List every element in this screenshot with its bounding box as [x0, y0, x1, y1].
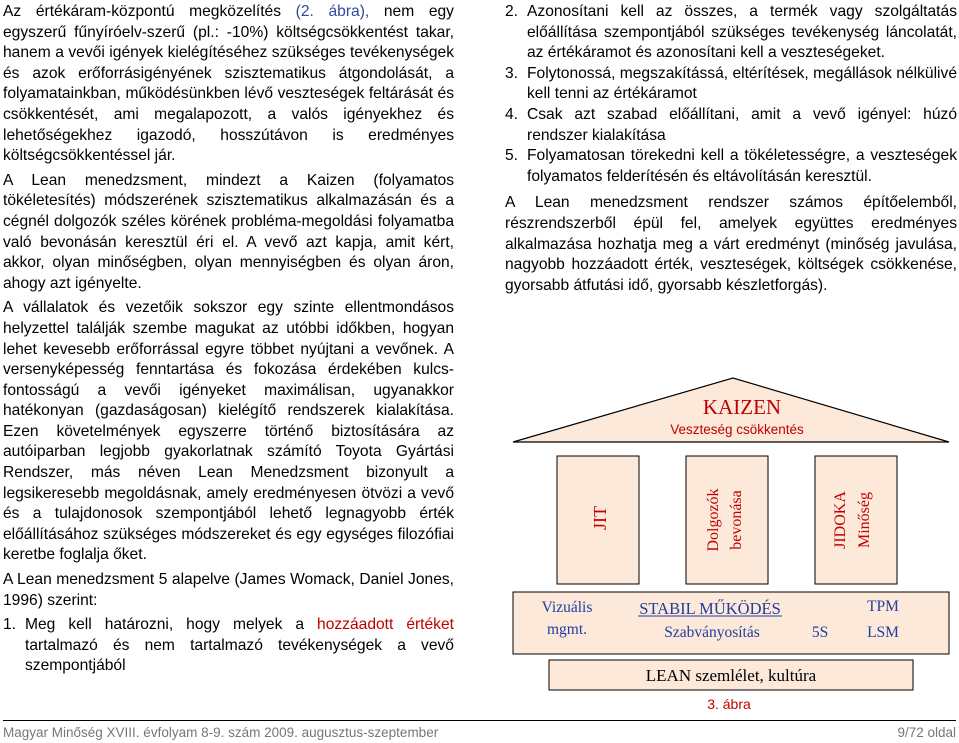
base-stable-operation: STABIL MŰKÖDÉS	[639, 599, 781, 618]
highlighted-text: hozzáadott értéket	[317, 616, 454, 634]
foundation-label: LEAN szemlélet, kultúra	[645, 666, 817, 685]
list-text	[25, 615, 454, 677]
figure-reference-link[interactable]: (2. ábra),	[295, 3, 370, 20]
paragraph-value-stream	[3, 2, 454, 167]
lean-house-figure	[505, 376, 957, 716]
text-run: tartalmazó és nem tartalmazó tevékenységek a vevő szempontjából	[25, 636, 454, 675]
pillar-jidoka-label-1: JIDOKA	[832, 491, 849, 549]
list-number: 4.	[505, 105, 519, 123]
paragraph-companies: A vállalatok és vezetőik sokszor egy szinte ellentmondásos helyzettel találják szembe magukat az utóbbi időkben, hogyan lehet kevesebb erőforrással egyre többet nyújtani a vevőnek. A versenyképesség fenntartása és fokozása érdekében kulcs-fontosságú a vevői igényeket maximálisan, ugyanakkor hatékonyan (gazdaságosan) kielégítő rendszerek kialakítása. Ezen követelmények egyszerre történő biztosítására az autóiparban legjobb gyakorlatnak számító Toyota Gyártási Rendszer, más néven Lean Menedzsment bizonyult a legsikeresebb megoldásnak, amely eredményesen ötvözi a vevő és a tulajdonosok szempontjából lehető legnagyobb érték előállításához szükséges módszereket és egy egységes filozófiai keretbe foglalja őket.	[3, 299, 454, 564]
base-lsm: LSM	[867, 624, 899, 641]
pillar-employees-label-1: Dolgozók	[705, 488, 722, 552]
list-item	[505, 105, 957, 146]
pillar-employees-label-2: bevonása	[728, 490, 745, 550]
left-column	[3, 2, 454, 677]
list-number: 1.	[3, 616, 17, 634]
list-item	[505, 2, 957, 64]
list-text: Folytonossá, megszakítássá, eltérítések, megállások nélkülivé kell tenni az értékáramot	[527, 64, 957, 103]
pillar-jidoka-label-2: Minőség	[856, 492, 873, 548]
list-text: Csak azt szabad előállítani, amit a vevő igényel: húzó rendszer kialakítása	[527, 105, 957, 144]
footer-publication: Magyar Minőség XVIII. évfolyam 8-9. szám 2009. augusztus-szeptember	[3, 725, 439, 740]
paragraph-lean-kaizen: A Lean menedzsment, mindezt a Kaizen (folyamatos tökéletesítés) módszerének szisztematikus alkalmazásán és a cégnél dolgozók széles körének probléma-megoldási folyamatba való bevonásán keresztül éri el. A vevő azt kapja, amit kért, akkor, olyan minőségben, olyan mennyiségben és olyan áron, ahogy azt igényelte.	[3, 171, 454, 292]
page-footer	[3, 720, 956, 743]
roof-subtitle: Veszteség csökkentés	[670, 422, 804, 437]
figure-caption: 3. ábra	[707, 696, 751, 712]
base-visual-mgmt-1: Vizuális	[541, 599, 593, 616]
list-text: Azonosítani kell az összes, a termék vagy szolgáltatás előállítása szempontjából szükséges tevékenység láncolatát, az értékáramot és azonosítani kell a veszteségeket.	[527, 3, 957, 62]
text-run: nem egy egyszerű fűnyíróelv-szerű (pl.: -10%) költségcsökkentést takar, hanem a vevői igények kielégítéséhez szükséges tevékenységek és azok erőforrásigényének szisztematikus átgondolását, a folyamatainkban, működésünkben lévő veszteségek feltárását és csökkentését, ami megalapozott, a valós igényekhez és lehetőségekhez igazodó, hosszútávon is eredményes költségcsökkentéssel jár.	[3, 3, 454, 165]
list-item	[505, 146, 957, 187]
roof-title: KAIZEN	[702, 395, 782, 419]
lean-house-diagram	[505, 376, 957, 716]
text-run: Meg kell határozni, hogy melyek a	[25, 616, 318, 634]
list-number: 2.	[505, 3, 519, 20]
principles-list	[505, 2, 957, 187]
footer-page-number: 9/72 oldal	[897, 725, 956, 740]
text-run: Az értékáram-központú megközelítés	[3, 3, 296, 20]
paragraph-principles-intro: A Lean menedzsment 5 alapelve (James Womack, Daniel Jones, 1996) szerint:	[3, 571, 454, 609]
base-5s: 5S	[811, 624, 829, 641]
list-item	[505, 64, 957, 105]
paragraph-building-blocks: A Lean menedzsment rendszer számos építőelemből, részrendszerből épül fel, amelyek együttes eredményes alkalmazása hozhatja meg a várt eredményt (minőség javulása, nagyobb hozzáadott érték, veszteségek, költségek csökkenése, gyorsabb átfutási idő, gyorsabb készletforgás).	[505, 194, 957, 294]
pillar-employees	[686, 456, 768, 584]
list-text: Folyamatosan törekedni kell a tökéletességre, a veszteségek folyamatos felderítésén és eltávolításán keresztül.	[527, 147, 957, 185]
base-tpm: TPM	[867, 598, 899, 615]
base-visual-mgmt-2: mgmt.	[546, 621, 588, 638]
list-number: 3.	[505, 64, 519, 82]
right-column	[505, 2, 957, 300]
pillar-jit-label: JIT	[590, 506, 610, 530]
list-number: 5.	[505, 147, 519, 165]
base-standardization: Szabványosítás	[664, 624, 760, 641]
list-item	[3, 615, 454, 677]
